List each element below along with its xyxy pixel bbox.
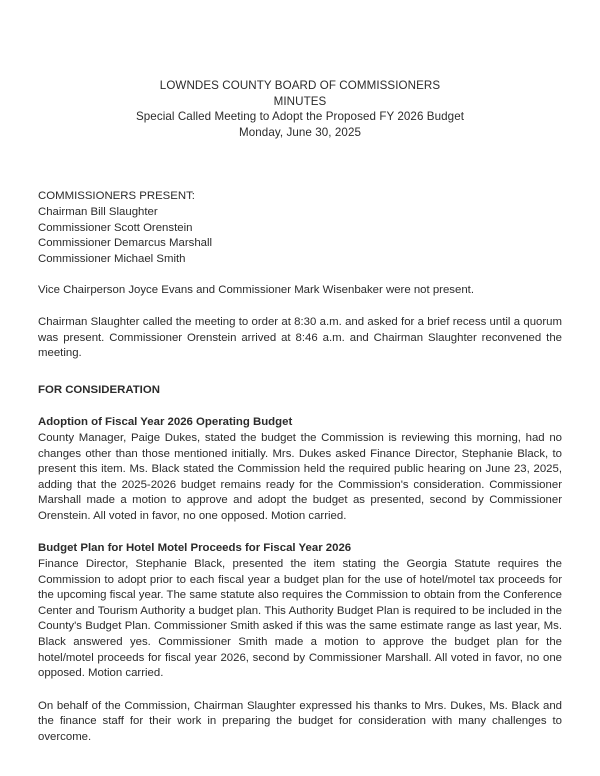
- attendance-member: Commissioner Scott Orenstein: [38, 221, 193, 234]
- absent-members-note: Vice Chairperson Joyce Evans and Commissioner Mark Wisenbaker were not present.: [38, 284, 474, 297]
- document-title-line-2: MINUTES: [273, 94, 327, 108]
- attendance-member: Commissioner Demarcus Marshall: [38, 237, 213, 250]
- document-header: [38, 0, 562, 140]
- agenda-item-body: County Manager, Paige Dukes, stated the budget the Commission is reviewing this morning, had no changes other than those mentioned initially. Mrs. Dukes asked Finance Director, Stephanie Black, to present this item. Ms. Black stated the Commission held the required public hearing on June 23, 2025, adding that the 2025-2026 budget remains ready for the Commission's consideration. Commissioner Marshall made a motion to approve and adopt the budget as presented, second by Commissioner Orenstein. All voted in favor, no one opposed. Motion carried.: [38, 431, 562, 522]
- agenda-item-title: Adoption of Fiscal Year 2026 Operating Budget: [38, 416, 293, 429]
- attendance-member: Commissioner Michael Smith: [38, 252, 186, 265]
- document-title-line-3: Special Called Meeting to Adopt the Proposed FY 2026 Budget: [135, 110, 465, 124]
- agenda-item-body: Finance Director, Stephanie Black, presented the item stating the Georgia Statute requires the Commission to adopt prior to each fiscal year a budget plan for the use of hotel/motel tax proceeds for the upcoming fiscal year. The same statute also requires the Commission to obtain from the Conference Center and Tourism Authority a budget plan. This Authority Budget Plan is required to be included in the County's Budget Plan. Commissioner Smith asked if this was the same estimate range as last year, Ms. Black answered yes. Commissioner Smith made a motion to approve the budget plan for the hotel/motel proceeds for fiscal year 2026, second by Commissioner Marshall. All voted in favor, no one opposed. Motion carried.: [38, 558, 562, 680]
- agenda-item-operating-budget: [38, 415, 562, 524]
- agenda-item-title: Budget Plan for Hotel Motel Proceeds for Fiscal Year 2026: [38, 542, 352, 555]
- attendance-member: Chairman Bill Slaughter: [38, 205, 158, 218]
- document-title-line-4: Monday, June 30, 2025: [239, 125, 361, 139]
- attendance-section: [38, 189, 562, 267]
- for-consideration-heading: FOR CONSIDERATION: [38, 383, 160, 396]
- document-title-line-1: LOWNDES COUNTY BOARD OF COMMISSIONERS: [159, 79, 441, 92]
- agenda-item-hotel-motel-budget-plan: [38, 541, 562, 681]
- attendance-heading: COMMISSIONERS PRESENT:: [38, 190, 195, 203]
- closing-paragraph: On behalf of the Commission, Chairman Slaughter expressed his thanks to Mrs. Dukes, Ms. Black and the finance staff for their work in preparing the budget for consideration with many challenges to overcome.: [38, 699, 562, 743]
- call-to-order-paragraph: Chairman Slaughter called the meeting to order at 8:30 a.m. and asked for a brief recess until a quorum was present. Commissioner Orenstein arrived at 8:46 a.m. and Chairman Slaughter reconvened the meeting.: [38, 315, 562, 360]
